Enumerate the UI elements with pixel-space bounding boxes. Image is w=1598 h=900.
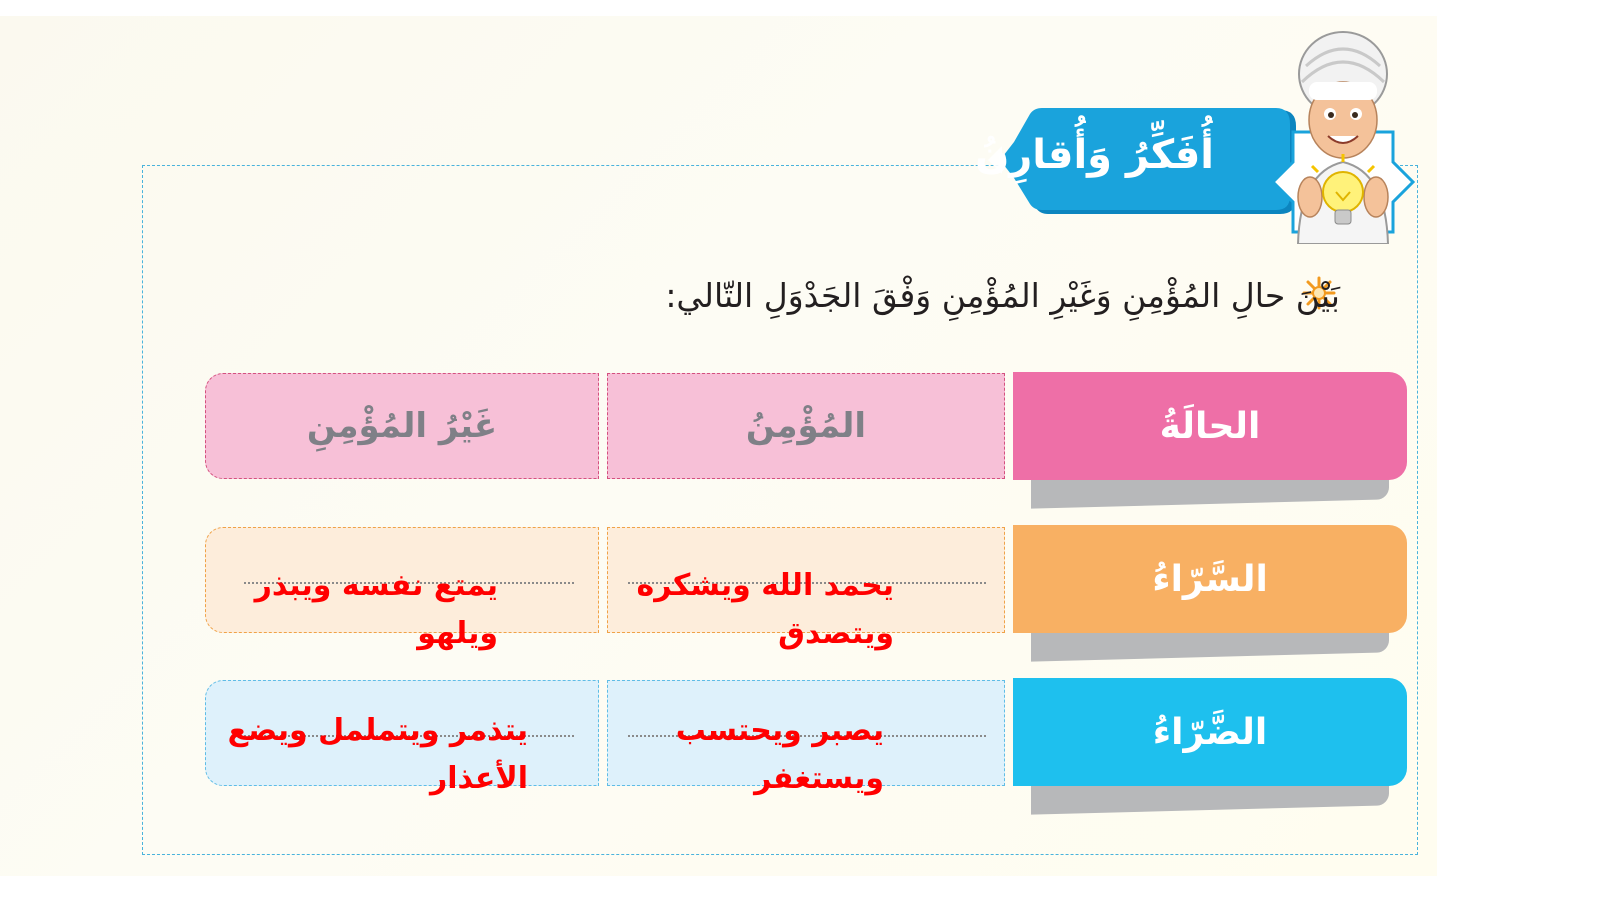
row-label-adversity-face — [1013, 678, 1407, 786]
banner-title: أُفَكِّرُ وَأُقارِنُ — [975, 132, 1214, 178]
instruction-text: بَيْنَ حالِ المُؤْمِنِ وَغَيْرِ المُؤْمِنِ وَفْقَ الجَدْوَلِ التّالي: — [665, 276, 1340, 315]
row-label-prosperity — [1013, 525, 1407, 633]
adversity-non-believer-answer: يتذمر ويتململ ويضع الأعذار — [227, 713, 528, 796]
header-label-face — [1013, 372, 1407, 480]
header-label-cell — [1013, 372, 1407, 480]
prosperity-non-believer-answer: يمتع نفسه ويبذر ويلهو — [254, 568, 498, 651]
title-banner — [975, 106, 1310, 218]
prosperity-believer-cell[interactable] — [607, 527, 1005, 651]
row-label-adversity-text: الضَّرّاءُ — [1152, 711, 1268, 753]
header-believer-cell — [607, 373, 1005, 479]
boy-with-lightbulb-icon — [1268, 22, 1418, 244]
header-non-believer-cell — [205, 373, 599, 479]
prosperity-believer-answer: يحمد الله ويشكره ويتصدق — [636, 568, 894, 651]
row-label-prosperity-text: السَّرّاءُ — [1152, 558, 1268, 600]
adversity-believer-cell[interactable] — [607, 680, 1005, 796]
row-label-adversity — [1013, 678, 1407, 786]
adversity-non-believer-cell[interactable] — [205, 680, 599, 796]
header-label-text: الحالَةُ — [1159, 405, 1261, 447]
row-label-prosperity-face — [1013, 525, 1407, 633]
adversity-believer-answer: يصبر ويحتسب ويستغفر — [675, 713, 884, 796]
header-non-believer-text: غَيْرُ المُؤْمِنِ — [306, 406, 498, 446]
header-believer-text: المُؤْمِنُ — [745, 406, 867, 446]
prosperity-non-believer-cell[interactable] — [205, 527, 599, 651]
